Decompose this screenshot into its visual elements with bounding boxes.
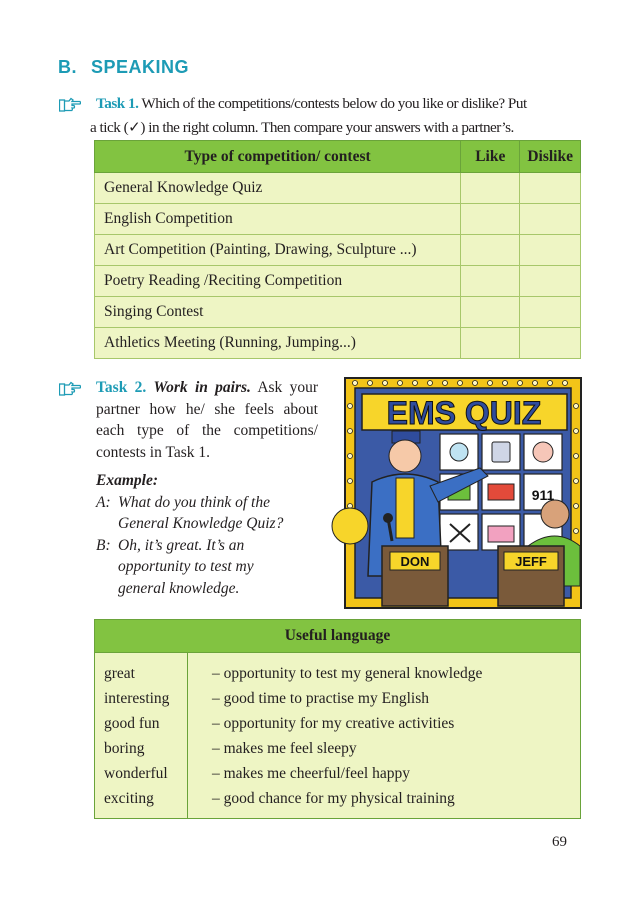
- dialogue-b-line3: general knowledge.: [118, 579, 240, 597]
- table-row: [95, 173, 581, 204]
- table-header-row: [95, 141, 581, 173]
- quiz-sign-text: EMS QUIZ: [386, 395, 542, 431]
- podium-jeff-text: JEFF: [515, 554, 547, 569]
- header-dislike: Dislike: [520, 141, 581, 173]
- useful-phrase: – makes me feel sleepy: [212, 740, 357, 757]
- dislike-cell[interactable]: [520, 328, 581, 359]
- bandage-icon: [450, 443, 468, 461]
- header-like: Like: [461, 141, 520, 173]
- useful-phrase: – opportunity for my creative activities: [212, 715, 455, 732]
- useful-row: [95, 661, 580, 686]
- table-row: [95, 204, 581, 235]
- like-cell[interactable]: [461, 297, 520, 328]
- section-heading: [58, 57, 189, 78]
- useful-adjective: good fun: [104, 715, 160, 732]
- task2-label: Task 2.: [96, 379, 147, 396]
- task2-text: Ask your partner how he/ she feels about each type of the competitions/ contests in Task 1.: [96, 379, 318, 461]
- table-row: [95, 266, 581, 297]
- useful-adjective: great: [104, 665, 135, 682]
- competition-name: Athletics Meeting (Running, Jumping...): [95, 328, 461, 359]
- like-cell[interactable]: [461, 204, 520, 235]
- fire-truck-icon: [488, 484, 514, 500]
- dialogue-b-line2: opportunity to test my: [118, 558, 254, 575]
- header-type: Type of competition/ contest: [95, 141, 461, 173]
- crying-face-icon: [533, 442, 553, 462]
- like-cell[interactable]: [461, 266, 520, 297]
- task1-text-line1: Which of the competitions/contests below do you like or dislike? Put: [141, 95, 527, 112]
- useful-adjective: exciting: [104, 790, 154, 807]
- dialogue-a-line1: What do you think of the: [118, 493, 270, 511]
- competition-name: Art Competition (Painting, Drawing, Sculpture ...): [95, 235, 461, 266]
- tile-911-text: 911: [531, 487, 555, 503]
- section-letter: B.: [58, 57, 77, 77]
- task2-emphasis: Work in pairs.: [153, 379, 251, 396]
- useful-adjective: interesting: [104, 690, 170, 707]
- like-cell[interactable]: [461, 235, 520, 266]
- table-row: [95, 235, 581, 266]
- task1-text-line2: a tick (✓) in the right column. Then compare your answers with a partner’s.: [90, 119, 514, 136]
- dislike-cell[interactable]: [520, 204, 581, 235]
- dislike-cell[interactable]: [520, 266, 581, 297]
- pointing-hand-icon: [59, 97, 81, 113]
- useful-phrase: – good chance for my physical training: [212, 790, 455, 807]
- useful-phrase: – opportunity to test my general knowledge: [212, 665, 483, 682]
- example-label: Example:: [96, 472, 158, 489]
- like-cell[interactable]: [461, 328, 520, 359]
- useful-row: [95, 786, 580, 811]
- phone-icon: [492, 442, 510, 462]
- table-row: [95, 328, 581, 359]
- useful-row: [95, 711, 580, 736]
- useful-phrase: – makes me cheerful/feel happy: [212, 765, 410, 782]
- useful-row: [95, 761, 580, 786]
- example-dialogue: [96, 470, 326, 599]
- ems-quiz-illustration: [330, 376, 586, 610]
- useful-language-box: [94, 619, 581, 819]
- task1-label: Task 1.: [96, 95, 139, 112]
- useful-row: [95, 686, 580, 711]
- page-number: 69: [552, 834, 567, 850]
- useful-row: [95, 736, 580, 761]
- task2-instructions: [96, 377, 318, 463]
- task1-instructions: [90, 92, 582, 140]
- dislike-cell[interactable]: [520, 297, 581, 328]
- car-icon: [488, 526, 514, 542]
- dislike-cell[interactable]: [520, 173, 581, 204]
- podium-don-text: DON: [400, 554, 430, 569]
- useful-adjective: wonderful: [104, 765, 168, 782]
- section-title: SPEAKING: [91, 57, 190, 77]
- competition-table: [94, 140, 581, 359]
- like-cell[interactable]: [461, 173, 520, 204]
- pointing-hand-icon: [59, 381, 81, 397]
- useful-language-title: Useful language: [95, 620, 580, 653]
- table-row: [95, 297, 581, 328]
- useful-adjective: boring: [104, 740, 145, 757]
- dialogue-a-line2: General Knowledge Quiz?: [118, 515, 284, 532]
- speaker-b: B:: [96, 536, 111, 554]
- competition-name: English Competition: [95, 204, 461, 235]
- speaker-a: A:: [96, 493, 111, 511]
- useful-phrase: – good time to practise my English: [212, 690, 429, 707]
- competition-name: Poetry Reading /Reciting Competition: [95, 266, 461, 297]
- competition-name: General Knowledge Quiz: [95, 173, 461, 204]
- dialogue-b-line1: Oh, it’s great. It’s an: [118, 536, 245, 554]
- dislike-cell[interactable]: [520, 235, 581, 266]
- competition-name: Singing Contest: [95, 297, 461, 328]
